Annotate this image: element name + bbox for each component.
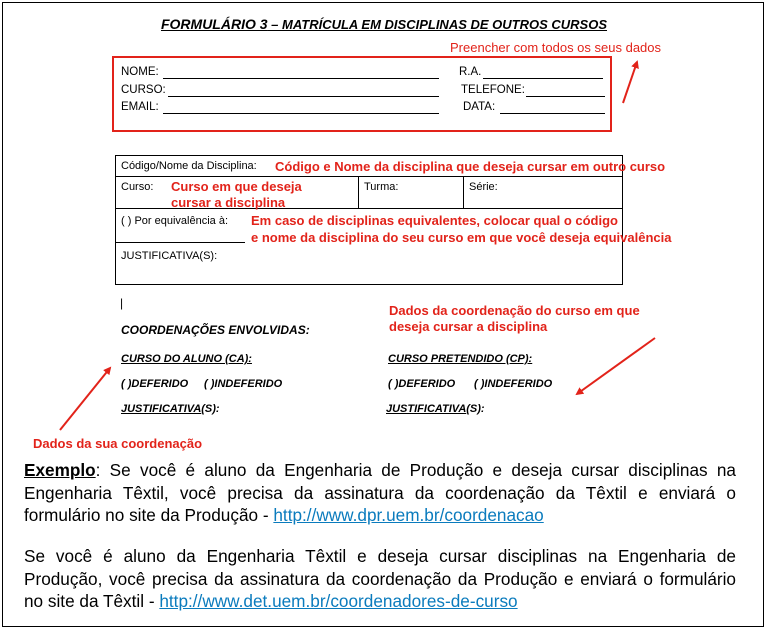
example-p2-text: Se você é aluno da Engenharia Têxtil e deseja cursar disciplinas na Engenharia de Produção, você precisa da assinatura da coordenação da Produção e enviará o formulário no site da Têxtil - — [24, 546, 736, 611]
justificativa-table-label: JUSTIFICATIVA(S): — [121, 250, 218, 262]
annotation-target-coord-2: deseja cursar a disciplina — [389, 319, 548, 334]
det-link[interactable]: http://www.det.uem.br/coordenadores-de-curso — [159, 591, 518, 611]
table-col-divider-2 — [463, 176, 464, 208]
annotation-equiv-1: Em caso de disciplinas equivalentes, colocar qual o código — [251, 213, 618, 228]
discipline-label: Código/Nome da Disciplina: — [121, 160, 257, 172]
target-justificativa — [386, 403, 485, 415]
curso-cell-label: Curso: — [121, 181, 154, 193]
equivalencia-label[interactable]: ( ) Por equivalência à: — [121, 215, 228, 227]
dpr-link[interactable]: http://www.dpr.uem.br/coordenacao — [273, 505, 544, 525]
target-course-title: CURSO PRETENDIDO (CP): — [388, 353, 533, 365]
student-deferido[interactable]: ( )DEFERIDO — [121, 378, 189, 390]
email-label: EMAIL: — [121, 101, 159, 113]
annotation-discipline: Código e Nome da disciplina que deseja cursar em outro curso — [275, 159, 666, 174]
telefone-label: TELEFONE: — [461, 84, 525, 96]
turma-label: Turma: — [364, 181, 399, 193]
annotation-target-coord-1: Dados da coordenação do curso em que — [389, 303, 640, 318]
example-p1-text: : Se você é aluno da Engenharia de Produção e deseja cursar disciplinas na Engenharia Têxtil, você precisa da assinatura da coordenação da Têxtil e enviará o formulário no site da Produção - — [24, 460, 736, 525]
arrow-to-target-coord — [577, 338, 655, 394]
student-justificativa-suffix: (S): — [201, 403, 220, 415]
target-justificativa-suffix: (S): — [466, 403, 485, 415]
coordinations-heading: COORDENAÇÕES ENVOLVIDAS: — [121, 323, 310, 337]
arrow-to-student-coord — [60, 368, 110, 430]
example-paragraph-1 — [24, 459, 736, 527]
target-justificativa-label: JUSTIFICATIVA — [386, 403, 467, 415]
annotation-equiv-2: e nome da disciplina do seu curso em que você deseja equivalência — [251, 230, 672, 245]
student-indeferido[interactable]: ( )INDEFERIDO — [204, 378, 283, 390]
nome-label: NOME: — [121, 66, 159, 78]
annotation-course-1: Curso em que deseja — [171, 179, 302, 194]
student-justificativa — [121, 403, 220, 415]
serie-label: Série: — [469, 181, 498, 193]
equiv-underline — [115, 242, 245, 243]
annotation-fill-all: Preencher com todos os seus dados — [450, 40, 662, 55]
text-cursor: | — [120, 296, 124, 310]
example-paragraph-2 — [24, 545, 736, 613]
table-divider-1 — [115, 176, 623, 177]
form-title-number: FORMULÁRIO 3 — [160, 16, 268, 32]
arrow-to-student-box — [623, 62, 637, 103]
student-course-title: CURSO DO ALUNO (CA): — [121, 353, 252, 365]
annotation-your-coord: Dados da sua coordenação — [33, 436, 203, 451]
target-deferido[interactable]: ( )DEFERIDO — [388, 378, 456, 390]
data-label: DATA: — [463, 101, 496, 113]
example-label: Exemplo — [24, 460, 96, 480]
curso-label: CURSO: — [121, 84, 166, 96]
annotation-course-2: cursar a disciplina — [171, 195, 286, 210]
student-justificativa-label: JUSTIFICATIVA — [121, 403, 202, 415]
ra-label: R.A. — [459, 66, 482, 78]
form-title-text: – MATRÍCULA EM DISCIPLINAS DE OUTROS CURSOS — [267, 17, 608, 32]
target-indeferido[interactable]: ( )INDEFERIDO — [474, 378, 553, 390]
table-col-divider-1 — [358, 176, 359, 208]
